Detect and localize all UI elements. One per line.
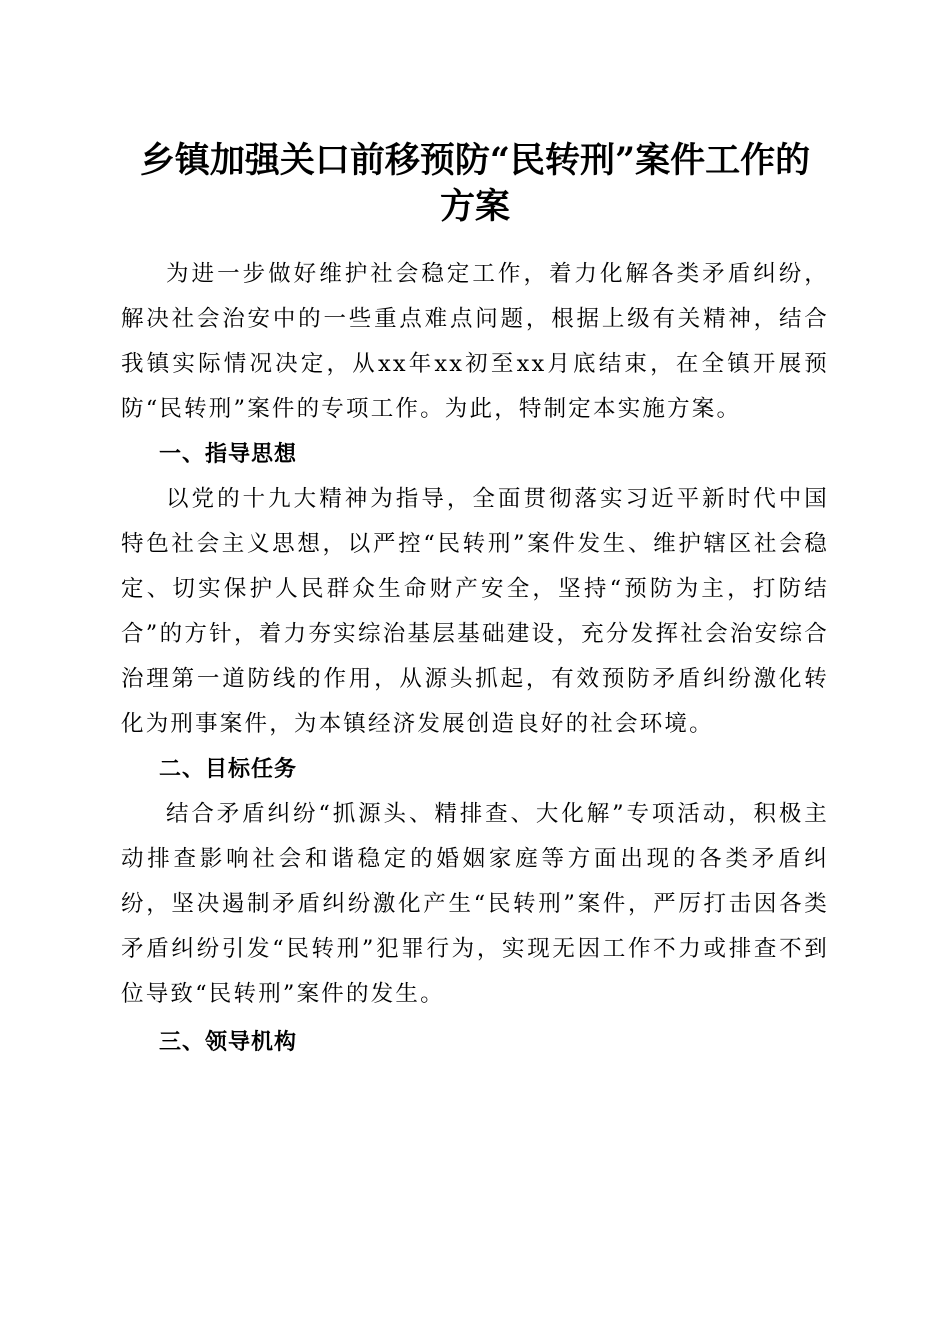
- title-line-1: 乡镇加强关口前移预防“民转刑”案件工作的: [139, 140, 811, 181]
- document-body: [121, 252, 829, 1065]
- section-heading-guiding-ideology: 一、指导思想: [159, 442, 298, 467]
- document-title: [100, 138, 850, 230]
- title-line-2: 方案: [439, 186, 510, 227]
- section-heading-goals-tasks: 二、目标任务: [159, 757, 298, 782]
- section-paragraph-goals-tasks: 结合矛盾纠纷“抓源头、精排查、大化解”专项活动，积极主动排查影响社会和谐稳定的婚姻家庭等方面出现的各类矛盾纠纷，坚决遏制矛盾纠纷激化产生“民转刑”案件，严厉打击因各类矛盾纠纷引发“民转刑”犯罪行为，实现无因工作不力或排查不到位导致“民转刑”案件的发生。: [121, 801, 829, 1007]
- intro-paragraph: 为进一步做好维护社会稳定工作，着力化解各类矛盾纠纷，解决社会治安中的一些重点难点问题，根据上级有关精神，结合我镇实际情况决定，从xx年xx初至xx月底结束，在全镇开展预防“民转刑”案件的专项工作。为此，特制定本实施方案。: [121, 261, 829, 422]
- section-paragraph-guiding-ideology: 以党的十九大精神为指导，全面贯彻落实习近平新时代中国特色社会主义思想，以严控“民转刑”案件发生、维护辖区社会稳定、切实保护人民群众生命财产安全，坚持“预防为主，打防结合”的方针，着力夯实综治基层基础建设，充分发挥社会治安综合治理第一道防线的作用，从源头抓起，有效预防矛盾纠纷激化转化为刑事案件，为本镇经济发展创造良好的社会环境。: [121, 486, 829, 737]
- section-heading-leadership: 三、领导机构: [159, 1030, 298, 1055]
